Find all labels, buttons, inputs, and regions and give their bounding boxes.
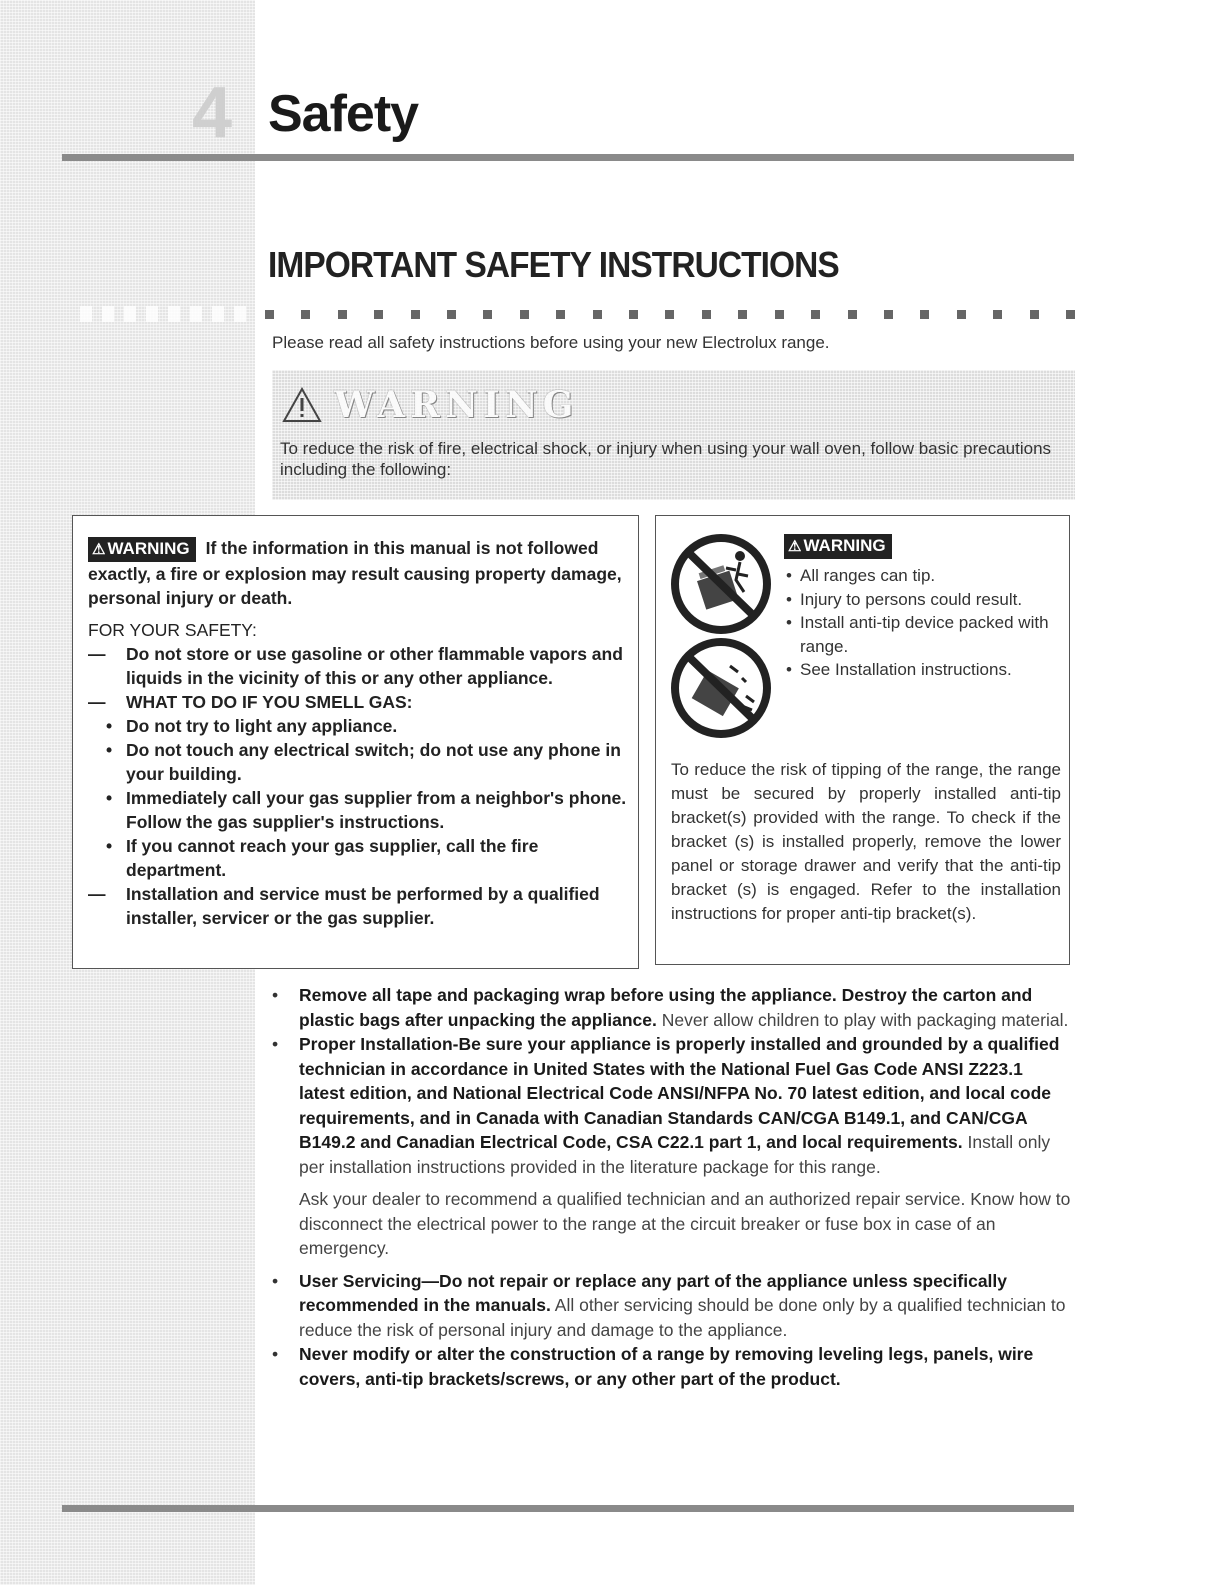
intro-text: Please read all safety instructions before using your new Electrolux range. — [272, 333, 830, 352]
safety-bullets — [272, 983, 1072, 1391]
bottom-rule — [62, 1505, 1074, 1512]
list-item: — WHAT TO DO IF YOU SMELL GAS: — [88, 692, 413, 712]
list-item: • See Installation instructions. — [786, 660, 1012, 679]
warning-panel — [272, 370, 1075, 500]
for-your-safety: FOR YOUR SAFETY: — [88, 620, 257, 640]
warning-triangle-icon: ⚠ — [92, 541, 106, 558]
square-divider — [265, 310, 1075, 324]
sub-paragraph: Ask your dealer to recommend a qualified technician and an authorized repair service. Know how to disconnect the electrical power to the range at the circuit breaker or fuse box in case of an emergency. — [299, 1189, 1071, 1258]
warning-triangle-icon — [282, 387, 322, 423]
warning-text: To reduce the risk of fire, electrical shock, or injury when using your wall oven, follow basic precautions including the following: — [280, 439, 1052, 479]
list-item: • Remove all tape and packaging wrap before using the appliance. Destroy the carton and plastic bags after unpacking the appliance. Never allow children to play with packaging material. — [272, 985, 1069, 1030]
list-item: — Installation and service must be performed by a qualified installer, servicer or the gas supplier. — [88, 884, 600, 928]
warning-triangle-icon: ⚠ — [788, 538, 802, 555]
list-item: • Never modify or alter the construction of a range by removing leveling legs, panels, wire covers, anti-tip brackets/screws, or any other part of the product. — [272, 1344, 1034, 1389]
list-item: • User Servicing—Do not repair or replace any part of the appliance unless specifically recommended in the manuals. All other servicing should be done only by a qualified technician to reduce the risk of personal injury and damage to the appliance. — [272, 1270, 1066, 1340]
tip-paragraph: To reduce the risk of tipping of the range, the range must be secured by properly installed anti-tip bracket(s) provided with the range. To check if the bracket (s) is installed properly, remove the lower panel or storage drawer and verify that the anti-tip bracket (s) is engaged. Refer to the installation instructions for proper anti-tip bracket(s). — [671, 760, 1061, 923]
gas-warning-lead: ⚠ WARNING If the information in this manual is not followed exactly, a fire or explosion may result causing property damage, personal injury or death. — [88, 538, 622, 608]
list-item: • Immediately call your gas supplier from a neighbor's phone. Follow the gas supplier's instructions. — [106, 788, 627, 832]
list-item: • Do not touch any electrical switch; do not use any phone in your building. — [106, 740, 621, 784]
list-item: • Proper Installation-Be sure your appliance is properly installed and grounded by a qualified technician in accordance in United States with the National Fuel Gas Code ANSI Z223.1 latest edition, and National Electrical Code ANSI/NFPA No. 70 latest edition, and local code requirements, and in Canada with Canadian Standards CAN/CGA B149.1, and CAN/CGA B149.2 and Canadian Electrical Code, CSA C22.1 part 1, and local requirements. Install only per installation instructions provided in the literature package for this range. — [272, 1034, 1060, 1177]
sidebar-dots — [80, 306, 250, 322]
warning-label: WARNING — [334, 384, 579, 426]
list-item: • Do not try to light any appliance. — [106, 716, 398, 736]
warning-heading — [282, 384, 578, 426]
warning-badge: ⚠ WARNING — [784, 534, 892, 559]
list-item: • If you cannot reach your gas supplier, call the fire department. — [106, 836, 539, 880]
list-item: • Install anti-tip device packed with range. — [786, 613, 1049, 656]
chapter-title: Safety — [268, 85, 419, 143]
warning-badge: ⚠ WARNING — [88, 537, 196, 562]
list-item: • Injury to persons could result. — [786, 589, 1023, 609]
list-item: — Do not store or use gasoline or other flammable vapors and liquids in the vicinity of this or any other appliance. — [88, 644, 623, 688]
tip-warning-box — [655, 515, 1070, 965]
tip-over-child-icon — [666, 532, 776, 637]
gas-warning-box — [72, 515, 639, 969]
tip-over-range-icon — [666, 636, 776, 741]
top-rule — [62, 154, 1074, 161]
chapter-number: 4 — [191, 73, 233, 153]
section-heading: IMPORTANT SAFETY INSTRUCTIONS — [268, 244, 839, 285]
tip-list — [786, 564, 1071, 682]
list-item: • All ranges can tip. — [786, 566, 936, 585]
